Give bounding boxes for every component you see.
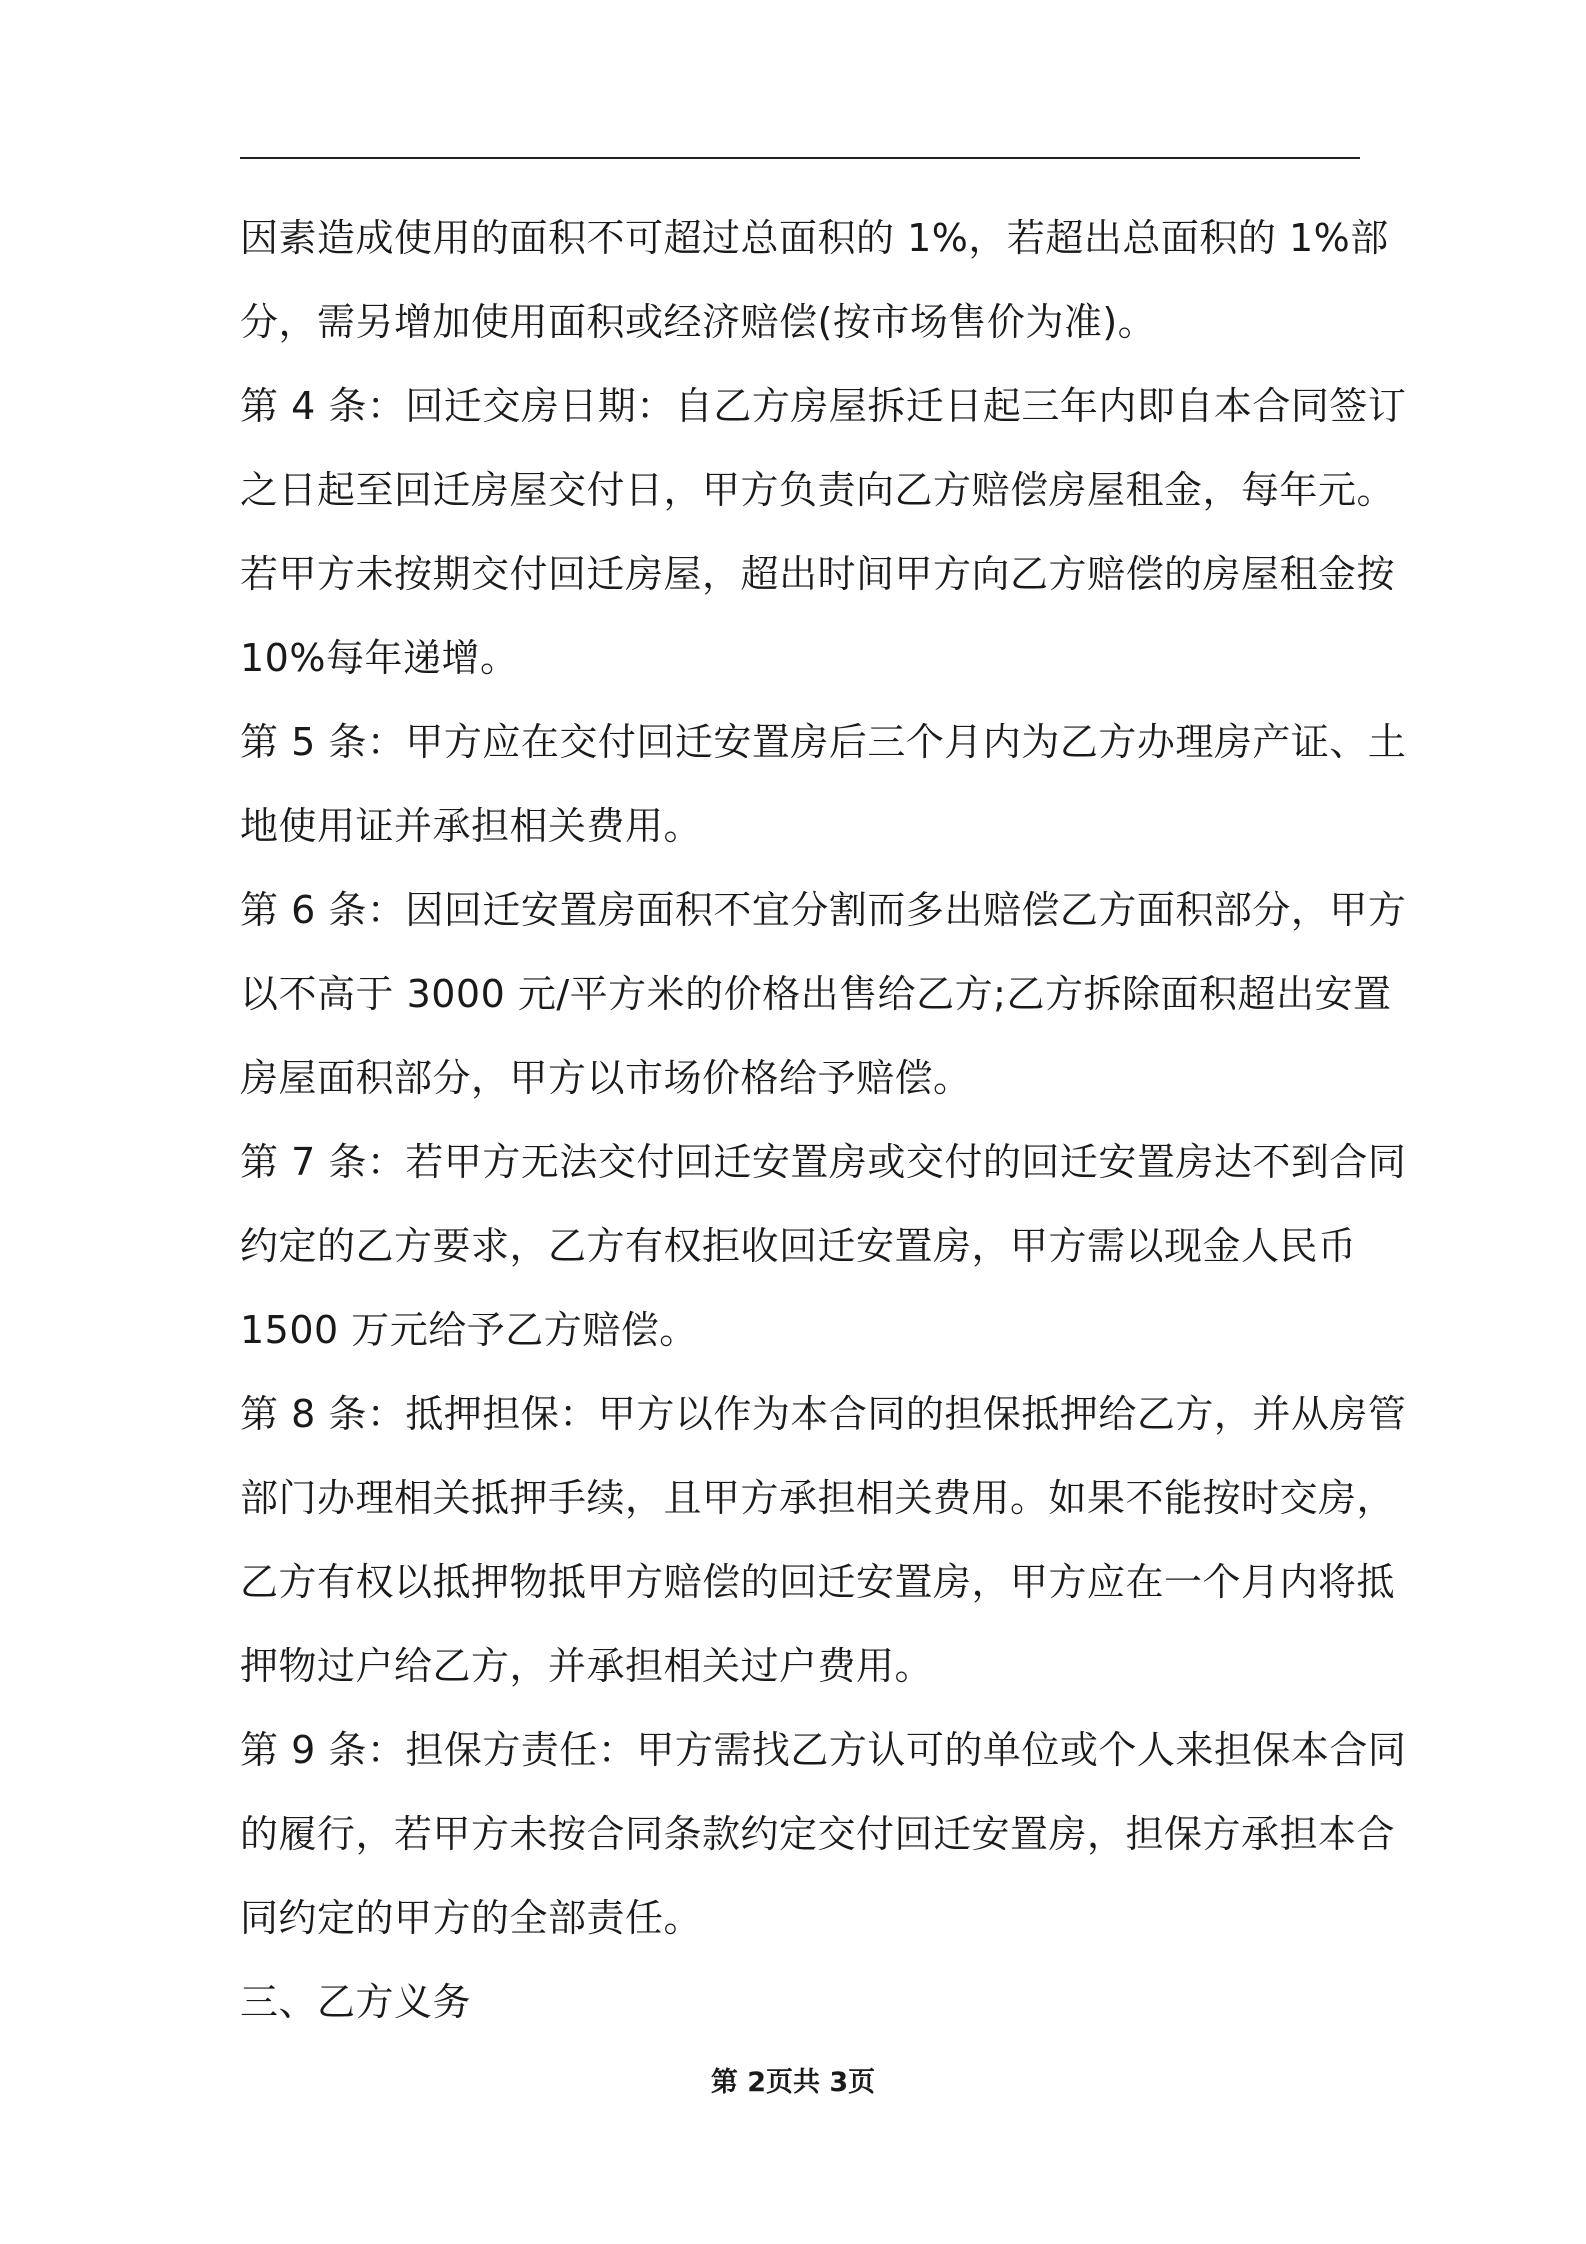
page-number: 第 2页共 3页 <box>710 2067 876 2098</box>
text-line: 地使用证并承担相关费用。 <box>240 804 703 848</box>
text-line: 同约定的甲方的全部责任。 <box>240 1896 703 1940</box>
text-line: 1500 万元给予乙方赔偿。 <box>240 1308 698 1352</box>
text-line: 之日起至回迁房屋交付日，甲方负责向乙方赔偿房屋租金，每年元。 <box>240 468 1396 512</box>
text-line: 乙方有权以抵押物抵甲方赔偿的回迁安置房，甲方应在一个月内将抵 <box>240 1560 1396 1604</box>
header-rule <box>240 157 1360 159</box>
text-line: 约定的乙方要求，乙方有权拒收回迁安置房，甲方需以现金人民币 <box>240 1224 1357 1268</box>
clause-4: 第 4 条：回迁交房日期：自乙方房屋拆迁日起三年内即自本合同签订 <box>240 384 1407 428</box>
clause-7: 第 7 条：若甲方无法交付回迁安置房或交付的回迁安置房达不到合同 <box>240 1140 1407 1184</box>
text-line: 部门办理相关抵押手续，且甲方承担相关费用。如果不能按时交房， <box>240 1476 1396 1520</box>
clause-6: 第 6 条：因回迁安置房面积不宜分割而多出赔偿乙方面积部分，甲方 <box>240 888 1407 932</box>
text-line: 因素造成使用的面积不可超过总面积的 1%，若超出总面积的 1%部 <box>240 216 1389 260</box>
text-line: 房屋面积部分，甲方以市场价格给予赔偿。 <box>240 1056 972 1100</box>
clause-9: 第 9 条：担保方责任：甲方需找乙方认可的单位或个人来担保本合同 <box>240 1728 1407 1772</box>
text-line: 押物过户给乙方，并承担相关过户费用。 <box>240 1644 934 1688</box>
text-line: 的履行，若甲方未按合同条款约定交付回迁安置房，担保方承担本合 <box>240 1812 1396 1856</box>
text-line: 若甲方未按期交付回迁房屋，超出时间甲方向乙方赔偿的房屋租金按 <box>240 552 1396 596</box>
text-line: 分，需另增加使用面积或经济赔偿(按市场售价为准)。 <box>240 300 1157 344</box>
clause-5: 第 5 条：甲方应在交付回迁安置房后三个月内为乙方办理房产证、土 <box>240 720 1407 764</box>
section-heading: 三、乙方义务 <box>240 1980 472 2024</box>
text-line: 10%每年递增。 <box>240 636 519 680</box>
clause-8: 第 8 条：抵押担保：甲方以作为本合同的担保抵押给乙方，并从房管 <box>240 1392 1407 1436</box>
document-body <box>240 196 1407 2044</box>
text-line: 以不高于 3000 元/平方米的价格出售给乙方;乙方拆除面积超出安置 <box>240 972 1392 1016</box>
